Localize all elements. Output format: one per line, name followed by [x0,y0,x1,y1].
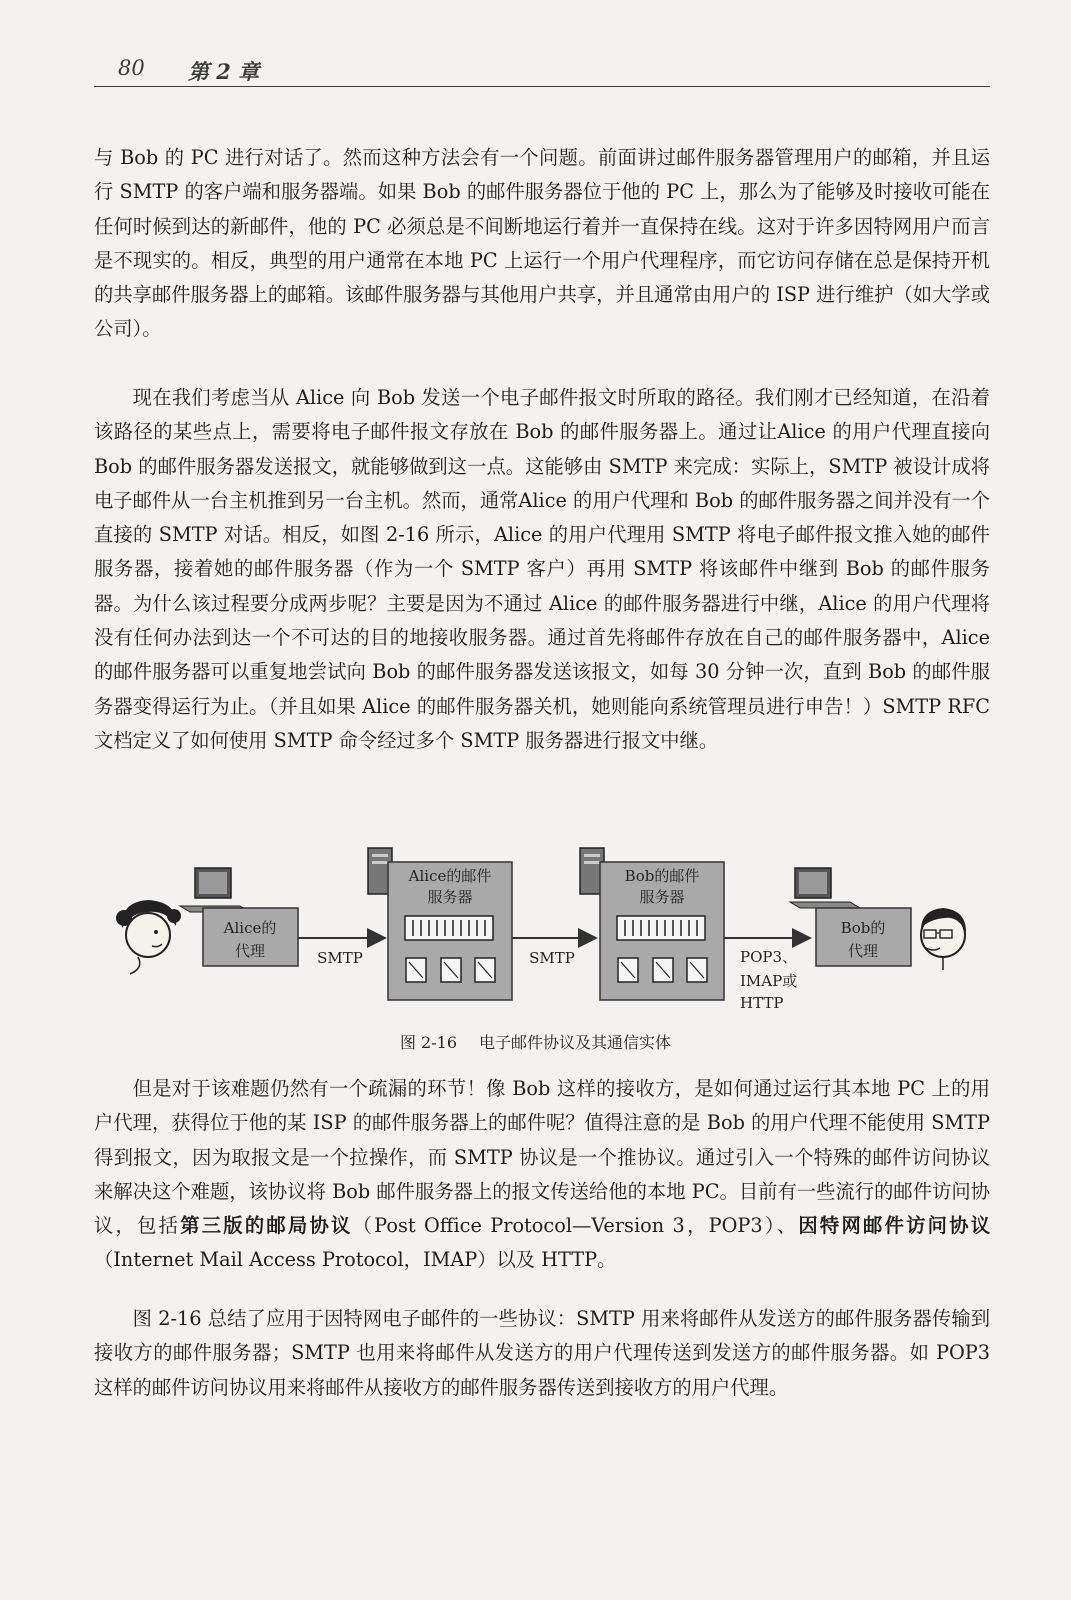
alice-computer-icon [180,868,250,912]
access-protocol-label-2: IMAP或 [740,972,798,990]
figure-caption [0,1030,1071,1053]
alice-mail-server [388,862,512,1000]
figure-caption-number: 图 2-16 [399,1033,458,1052]
bob-person-icon [921,908,966,970]
alice-server-label-1: Alice的邮件 [408,867,492,885]
paragraph-4: 图 2-16 总结了应用于因特网电子邮件的一些协议：SMTP 用来将邮件从发送方的邮件服务器传输到接收方的邮件服务器；SMTP 也用来将邮件从发送方的用户代理传送到发送方的邮件服务器。如 POP3 这样的邮件访问协议用来将邮件从接收方的邮件服务器传送到接收方的用户代理。 [94,1307,990,1399]
paragraph-3-part-3: （Internet Mail Access Protocol，IMAP）以及 HTTP。 [94,1248,617,1272]
bob-message-queue [617,916,705,940]
page-number: 80 [118,56,145,80]
access-protocol-label-3: HTTP [740,994,784,1012]
smtp-link-label-1: SMTP [317,949,363,967]
paragraph-3-part-1: 但是对于该难题仍然有一个疏漏的环节！像 Bob 这样的接收方，是如何通过运行其本地 PC 上的用户代理，获得位于他的某 ISP 的邮件服务器上的邮件呢？值得注意的是 Bob 的用户代理不能使用 SMTP 得到报文，因为取报文是一个拉操作，而 SMTP 协议是一个推协议。通过引入一个特殊的邮件访问协议来解决这个难题，该协议将 Bob 邮件服务器上的报文传送给他的本地 PC。目前有一些流行的邮件访问协议，包括 [94,1077,990,1238]
paragraph-3-part-2: （Post Office Protocol—Version 3，POP3）、 [352,1214,799,1238]
figure-email-protocols [100,840,980,1015]
paragraph-2: 现在我们考虑当从 Alice 向 Bob 发送一个电子邮件报文时所取的路径。我们刚才已经知道，在沿着该路径的某些点上，需要将电子邮件报文存放在 Bob 的邮件服务器上。通过让Alice 的用户代理直接向 Bob 的邮件服务器发送报文，就能够做到这一点。这能够由 SMTP 来完成：实际上，SMTP 被设计成将电子邮件从一台主机推到另一台主机。然而，通常Alice 的用户代理和 Bob 的邮件服务器之间并没有一个直接的 SMTP 对话。相反，如图 2-16 所示，Alice 的用户代理用 SMTP 将电子邮件报文推入她的邮件服务器，接着她的邮件服务器（作为一个 SMTP 客户）再用 SMTP 将该邮件中继到 Bob 的邮件服务器。为什么该过程要分成两步呢？主要是因为不通过 Alice 的邮件服务器进行中继，Alice 的用户代理将没有任何办法到达一个不可达的目的地接收服务器。通过首先将邮件存放在自己的邮件服务器中，Alice 的邮件服务器可以重复地尝试向 Bob 的邮件服务器发送该报文，如每 30 分钟一次，直到 Bob 的邮件服务器变得运行为止。（并且如果 Alice 的邮件服务器关机，她则能向系统管理员进行申告！）SMTP RFC 文档定义了如何使用 SMTP 命令经过多个 SMTP 服务器进行报文中继。 [94,386,990,752]
bob-agent-label-1: Bob的 [840,919,886,937]
email-protocols-diagram [100,840,980,1015]
smtp-link-label-2: SMTP [529,949,575,967]
pop3-term: 第三版的邮局协议 [180,1214,353,1238]
bob-computer-icon [790,868,860,908]
alice-agent-label-1: Alice的 [223,919,277,937]
figure-caption-text: 电子邮件协议及其通信实体 [479,1033,672,1052]
bob-agent-label-2: 代理 [847,942,879,960]
bob-mailbox-icon [618,958,707,982]
alice-mailbox-icon [406,958,495,982]
bob-mail-server [600,862,724,1000]
alice-user-agent [203,908,298,966]
chapter-label: 第 2 章 [188,59,260,84]
alice-message-queue [405,916,493,940]
alice-person-icon [116,900,181,974]
alice-agent-label-2: 代理 [234,942,266,960]
imap-term: 因特网邮件访问协议 [798,1214,991,1238]
bob-server-label-1: Bob的邮件 [624,867,700,885]
paragraph-3 [94,1072,990,1278]
access-protocol-label-1: POP3、 [740,948,798,966]
page-header [94,52,990,87]
alice-server-label-2: 服务器 [427,888,473,906]
bob-server-label-2: 服务器 [639,888,685,906]
paragraph-1: 与 Bob 的 PC 进行对话了。然而这种方法会有一个问题。前面讲过邮件服务器管理用户的邮箱，并且运行 SMTP 的客户端和服务器端。如果 Bob 的邮件服务器位于他的 PC 上，那么为了能够及时接收可能在任何时候到达的新邮件，他的 PC 必须总是不间断地运行着并一直保持在线。这对于许多因特网用户而言是不现实的。相反，典型的用户通常在本地 PC 上运行一个用户代理程序，而它访问存储在总是保持开机的共享邮件服务器上的邮箱。该邮件服务器与其他用户共享，并且通常由用户的 ISP 进行维护（如大学或公司）。 [94,146,990,341]
bob-user-agent [816,908,911,966]
